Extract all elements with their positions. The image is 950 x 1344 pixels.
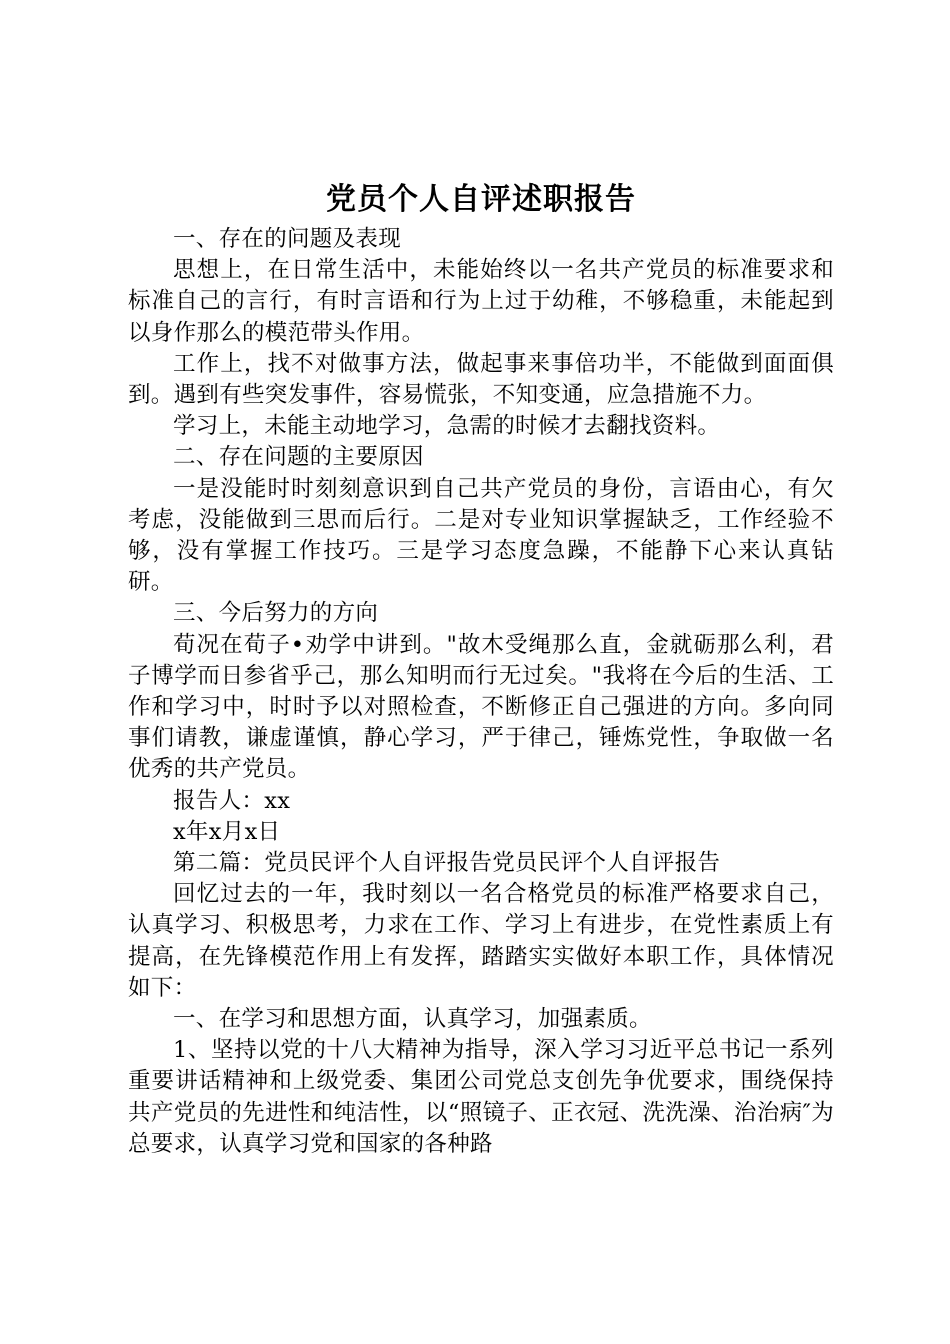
paragraph-work: 工作上，找不对做事方法，做起事来事倍功半，不能做到面面俱到。遇到有些突发事件，容易慌张，不知变通，应急措施不力。	[128, 350, 834, 409]
paragraph-causes: 一是没能时时刻刻意识到自己共产党员的身份，言语由心，有欠考虑，没能做到三思而后行。二是对专业知识掌握缺乏，工作经验不够，没有掌握工作技巧。三是学习态度急躁，不能静下心来认真钻研。	[128, 475, 834, 596]
heading-problems: 一、存在的问题及表现	[173, 226, 402, 252]
heading-direction: 三、今后努力的方向	[173, 600, 379, 627]
paragraph-review: 回忆过去的一年，我时刻以一名合格党员的标准严格要求自己，认真学习、积极思考，力求在工作、学习上有进步，在党性素质上有提高，在先锋模范作用上有发挥，踏踏实实做好本职工作，具体情况如下：	[128, 881, 834, 1001]
date-line: x年x月x日	[173, 818, 281, 845]
paragraph-item-1: 1、坚持以党的十八大精神为指导，深入学习习近平总书记一系列重要讲话精神和上级党委、集团公司党总支创先争优要求，围绕保持共产党员的先进性和纯洁性，以“照镜子、正衣冠、洗洗澡、治治病″为总要求，认真学习党和国家的各种路	[128, 1037, 834, 1157]
second-article-heading: 第二篇：党员民评个人自评报告党员民评个人自评报告	[173, 850, 721, 877]
paragraph-study: 学习上，未能主动地学习，急需的时候才去翻找资料。	[173, 413, 721, 440]
document-title: 党员个人自评述职报告	[326, 182, 636, 217]
heading-study-thinking: 一、在学习和思想方面，认真学习，加强素质。	[173, 1006, 652, 1033]
reporter-line: 报告人：xx	[173, 787, 291, 814]
document-page	[128, 180, 834, 1160]
document-body	[128, 224, 834, 1160]
paragraph-direction: 荀况在荀子•劝学中讲到。"故木受绳那么直，金就砺那么利，君子博学而日参省乎己，那么知明而行无过矣。"我将在今后的生活、工作和学习中，时时予以对照检查，不断修正自己强进的方向。多向同事们请教，谦虚谨慎，静心学习，严于律己，锤炼党性，争取做一名优秀的共产党员。	[128, 631, 834, 783]
paragraph-thinking: 思想上，在日常生活中，未能始终以一名共产党员的标准要求和标准自己的言行，有时言语和行为上过于幼稚，不够稳重，未能起到以身作那么的模范带头作用。	[128, 257, 834, 346]
heading-causes: 二、存在问题的主要原因	[173, 444, 424, 471]
